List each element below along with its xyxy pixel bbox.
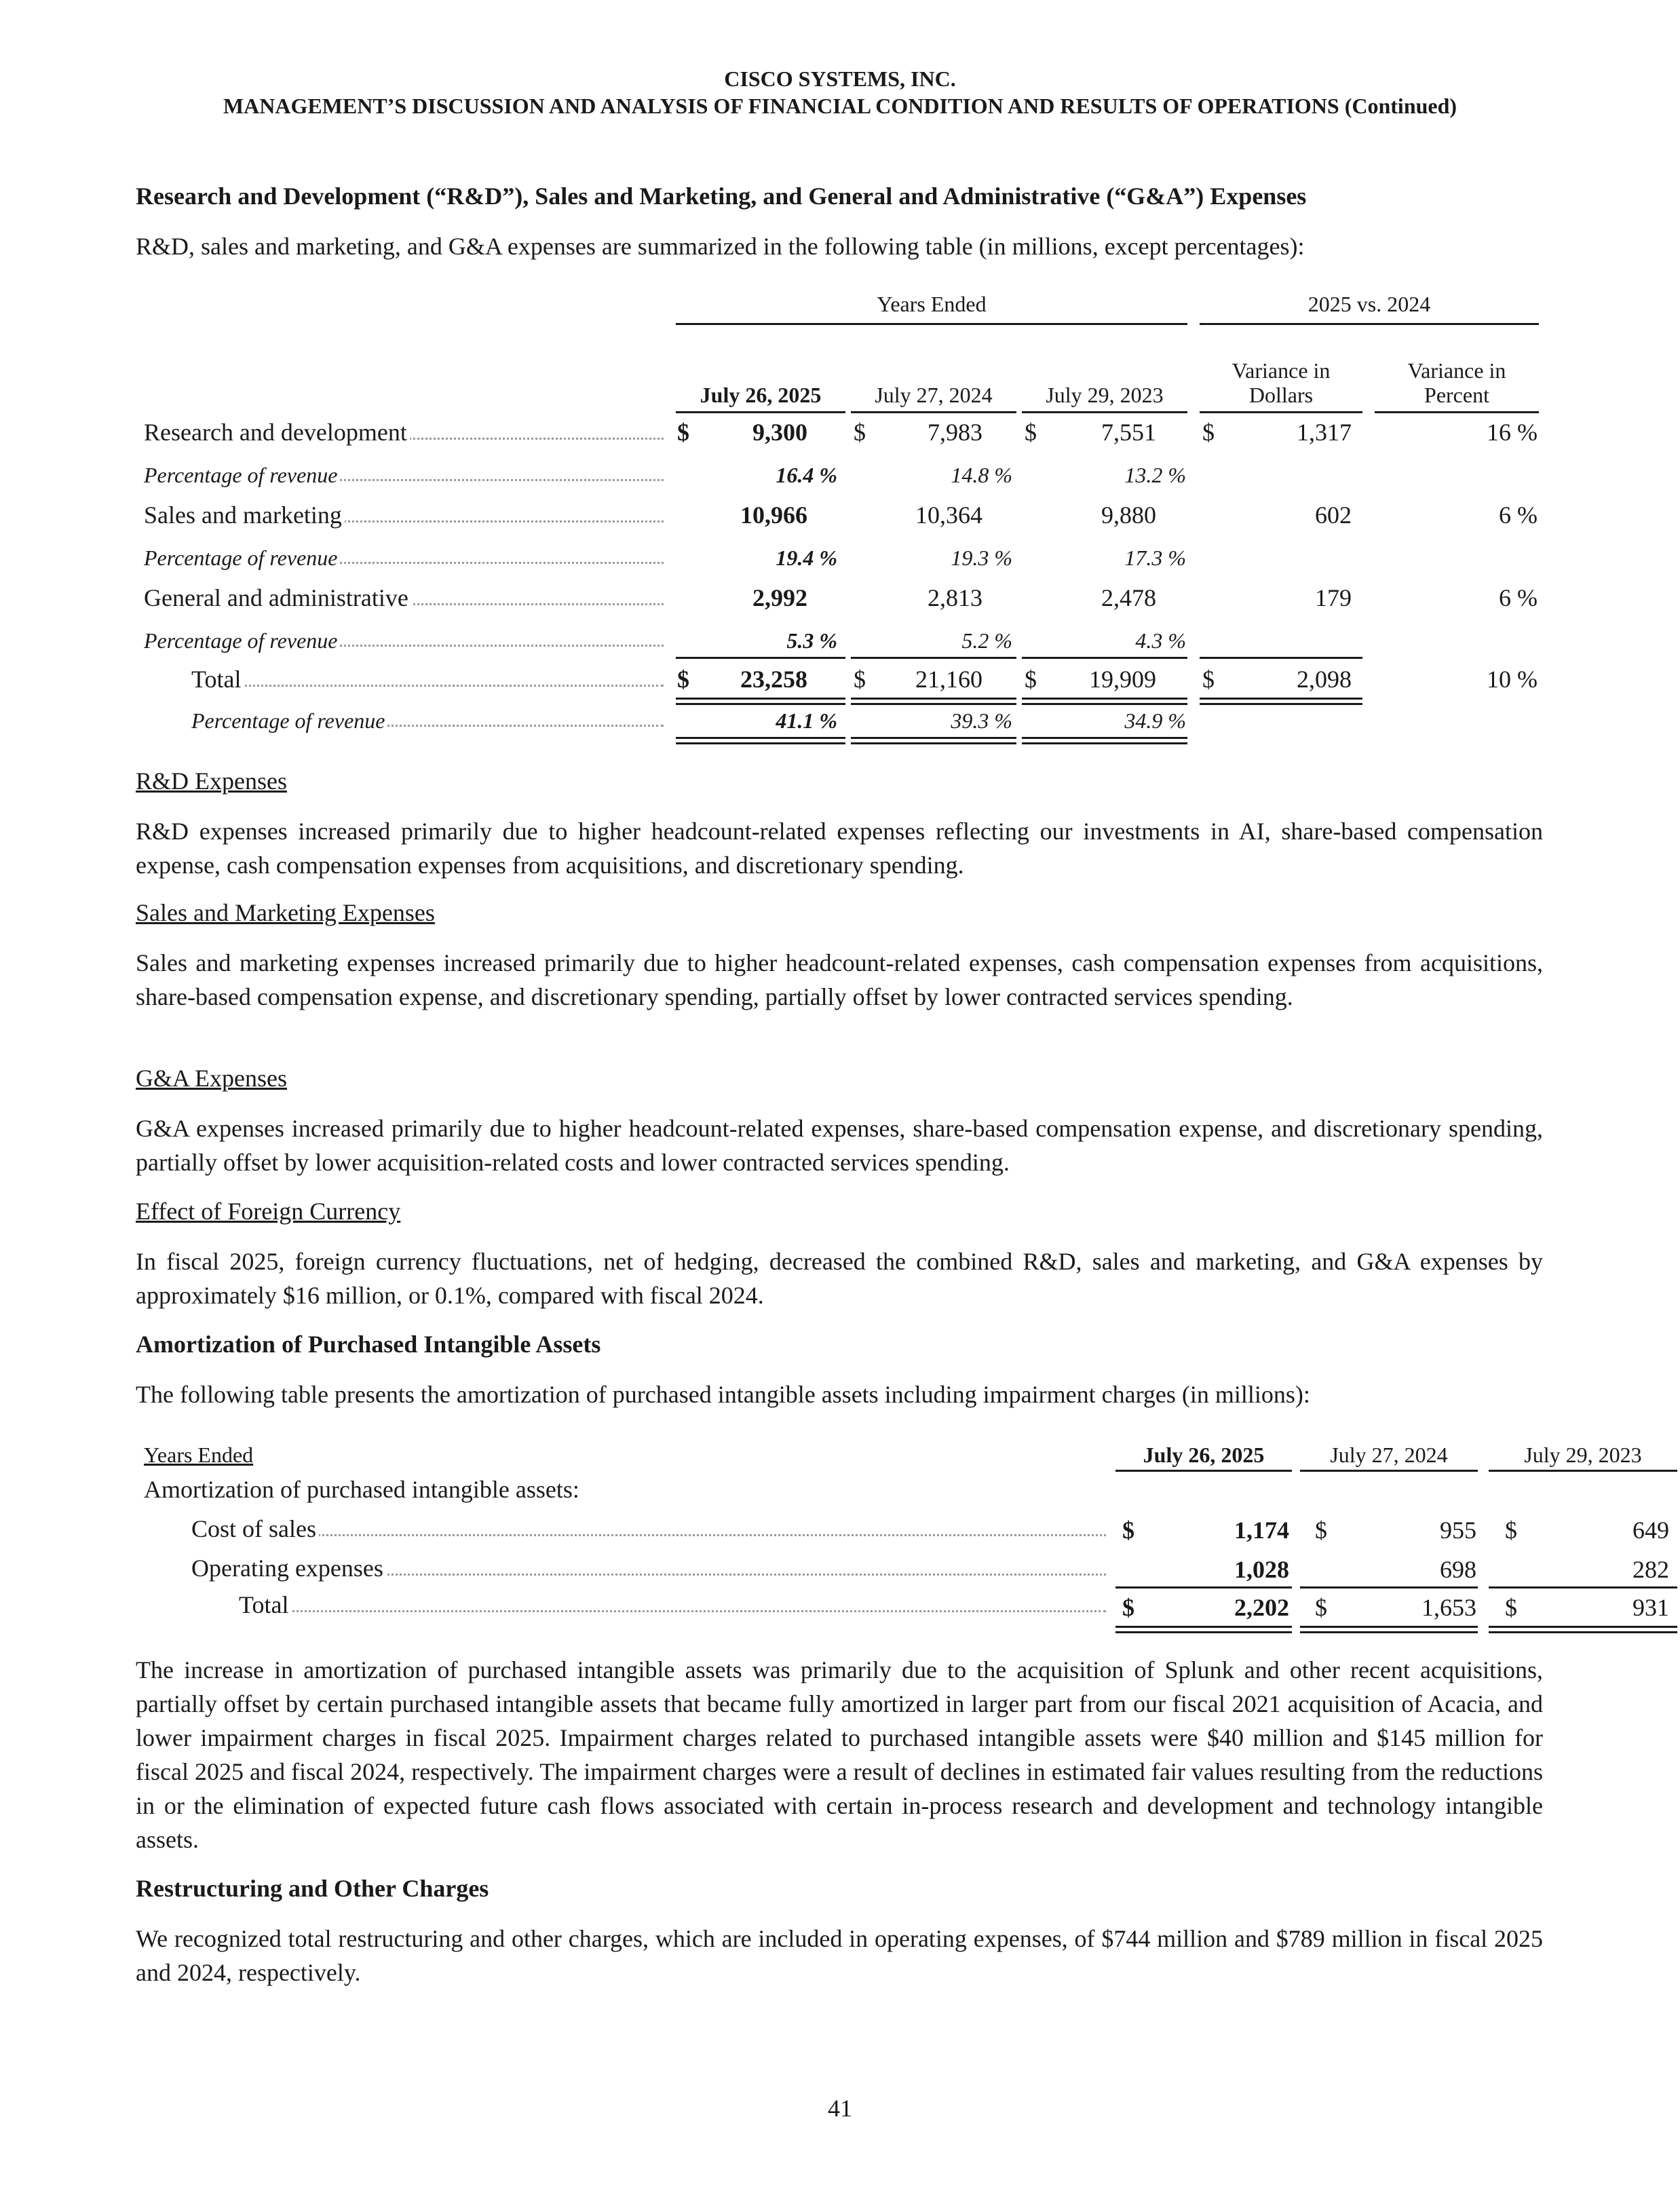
cos-2025: 1,174 <box>1234 1517 1289 1544</box>
row-label: Total <box>239 1591 1106 1619</box>
years-ended-rule <box>676 323 1187 325</box>
col-2025-rule <box>676 411 845 413</box>
total-top-rule <box>1022 657 1187 659</box>
dollar-sign: $ <box>1505 1517 1517 1544</box>
opex-2024: 698 <box>1440 1556 1476 1583</box>
t2-col-2024-header: July 27, 2024 <box>1330 1443 1448 1467</box>
dollar-sign: $ <box>1122 1594 1134 1621</box>
pct-double-rule <box>851 742 1016 744</box>
dollar-sign: $ <box>854 666 866 693</box>
rd-2025: 9,300 <box>752 419 807 446</box>
total-top-rule <box>1200 657 1362 659</box>
rd-var-dollars: 1,317 <box>1297 419 1352 446</box>
dollar-sign: $ <box>1202 419 1215 446</box>
row-label: Research and development <box>144 418 664 446</box>
restructuring-title: Restructuring and Other Charges <box>136 1875 489 1902</box>
cos-2024: 955 <box>1440 1517 1476 1544</box>
years-ended-label: Years Ended <box>144 1443 254 1467</box>
row-label: Cost of sales <box>191 1515 1106 1543</box>
ga-2024: 2,813 <box>928 584 982 611</box>
rd-pct-2024: 14.8 % <box>951 463 1012 487</box>
dollar-sign: $ <box>677 419 689 446</box>
sm-var-percent: 6 % <box>1499 501 1538 529</box>
sm-var-dollars: 602 <box>1315 501 1352 529</box>
row-label: Sales and marketing <box>144 501 664 529</box>
sm-2024: 10,364 <box>915 501 982 529</box>
fx-title: Effect of Foreign Currency <box>136 1198 401 1225</box>
t2-total-top-rule <box>1489 1586 1677 1588</box>
col-2023-rule <box>1022 411 1187 413</box>
sm-2025: 10,966 <box>740 501 807 529</box>
dollar-sign: $ <box>1025 419 1037 446</box>
pct-double-rule <box>851 737 1016 739</box>
ga-expenses-title: G&A Expenses <box>136 1065 287 1092</box>
dollar-sign: $ <box>1505 1594 1517 1621</box>
col-2023-header: July 29, 2023 <box>1046 383 1164 407</box>
opex-2023: 282 <box>1633 1556 1669 1583</box>
total-double-rule <box>1022 698 1187 700</box>
total-2024: 21,160 <box>915 666 982 693</box>
row-label: Percentage of revenue <box>144 628 664 653</box>
variance-rule <box>1200 323 1539 325</box>
t2-col-2023-rule <box>1489 1470 1677 1472</box>
total-pct-2023: 34.9 % <box>1124 708 1186 733</box>
col-2024-rule <box>851 411 1016 413</box>
t2-total-double-rule <box>1489 1631 1677 1633</box>
total-2025: 23,258 <box>740 666 807 693</box>
years-ended-header: Years Ended <box>877 292 987 316</box>
t2-col-2025-rule <box>1115 1470 1292 1472</box>
ga-pct-2024: 5.2 % <box>961 628 1012 653</box>
total-double-rule <box>1200 703 1362 705</box>
rd-expenses-title: R&D Expenses <box>136 767 287 795</box>
dollar-sign: $ <box>677 666 689 693</box>
pct-double-rule <box>676 742 845 744</box>
col-var-dollars-rule <box>1200 411 1362 413</box>
rd-section-intro: R&D, sales and marketing, and G&A expenses are summarized in the following table (in millions, except percentages): <box>136 233 1305 260</box>
sm-expenses-text: Sales and marketing expenses increased primarily due to higher headcount-related expenses, cash compensation expenses from acquisitions, share-based compensation expense, and discretionary spending, partially offset by lower contracted services spending. <box>136 949 1543 1010</box>
t2-total-double-rule <box>1489 1626 1677 1628</box>
row-label: Percentage of revenue <box>144 546 664 571</box>
col-var-percent-header: Variance in Percent <box>1407 358 1506 407</box>
sm-pct-2025: 19.4 % <box>776 546 837 570</box>
t2-total-double-rule <box>1115 1626 1292 1628</box>
total-double-rule <box>851 698 1016 700</box>
rd-section-title: Research and Development (“R&D”), Sales and Marketing, and General and Administrative (“G&A”) Expenses <box>136 183 1307 210</box>
amort-category-label: Amortization of purchased intangible assets: <box>144 1476 579 1503</box>
amort-text: The increase in amortization of purchased intangible assets was primarily due to the acquisition of Splunk and other recent acquisitions, partially offset by certain purchased intangible assets that became fully amortized in larger part from our fiscal 2021 acquisition of Acacia, and lower impairment charges in fiscal 2025. Impairment charges related to purchased intangible assets were $40 million and $145 million for fiscal 2025 and fiscal 2024, respectively. The impairment charges were a result of declines in estimated fair values resulting from the reductions in or the elimination of expected future cash flows associated with certain in-process research and development and technology intangible assets. <box>136 1656 1543 1853</box>
total-double-rule <box>1200 698 1362 700</box>
t2-total-double-rule <box>1300 1626 1478 1628</box>
total-var-dollars: 2,098 <box>1297 666 1352 693</box>
row-label: Total <box>191 665 664 693</box>
total-double-rule <box>676 698 845 700</box>
row-label: Operating expenses <box>191 1554 1106 1582</box>
total-pct-2025: 41.1 % <box>776 708 837 733</box>
row-label: Percentage of revenue <box>191 708 664 734</box>
total-2023: 19,909 <box>1089 666 1156 693</box>
ga-var-dollars: 179 <box>1315 584 1352 611</box>
fx-text: In fiscal 2025, foreign currency fluctuations, net of hedging, decreased the combined R&D, sales and marketing, and G&A expenses by approximately $16 million, or 0.1%, compared with fiscal 2024. <box>136 1248 1543 1309</box>
t2-col-2025-header: July 26, 2025 <box>1143 1443 1265 1467</box>
total-pct-2024: 39.3 % <box>951 708 1012 733</box>
ga-2023: 2,478 <box>1101 584 1156 611</box>
row-label: Percentage of revenue <box>144 463 664 488</box>
total-double-rule <box>851 703 1016 705</box>
total-double-rule <box>676 703 845 705</box>
amort-section-intro: The following table presents the amortization of purchased intangible assets including impairment charges (in millions): <box>136 1381 1310 1408</box>
sm-pct-2024: 19.3 % <box>951 546 1012 570</box>
t2-total-top-rule <box>1300 1586 1478 1588</box>
total-var-percent: 10 % <box>1487 666 1538 693</box>
expenses-table <box>136 285 1547 746</box>
rd-2024: 7,983 <box>928 419 982 446</box>
total-top-rule <box>851 657 1016 659</box>
t2-total-double-rule <box>1115 1631 1292 1633</box>
t2-total-double-rule <box>1300 1631 1478 1633</box>
dollar-sign: $ <box>1315 1517 1327 1544</box>
amort-total-2023: 931 <box>1633 1594 1669 1621</box>
col-var-percent-rule <box>1375 411 1539 413</box>
opex-2025: 1,028 <box>1234 1556 1289 1583</box>
ga-var-percent: 6 % <box>1499 584 1538 611</box>
restructuring-text: We recognized total restructuring and other charges, which are included in operating expenses, of $744 million and $789 million in fiscal 2025 and 2024, respectively. <box>136 1925 1543 1986</box>
ga-2025: 2,992 <box>752 584 807 611</box>
dollar-sign: $ <box>1025 666 1037 693</box>
page-number: 41 <box>828 2095 852 2122</box>
rd-2023: 7,551 <box>1101 419 1156 446</box>
company-name: CISCO SYSTEMS, INC. <box>724 66 956 91</box>
amortization-table <box>136 1441 1669 1645</box>
cos-2023: 649 <box>1633 1517 1669 1544</box>
col-var-dollars-header: Variance in Dollars <box>1232 358 1331 407</box>
t2-total-top-rule <box>1115 1586 1292 1588</box>
pct-double-rule <box>1022 742 1187 744</box>
dollar-sign: $ <box>854 419 866 446</box>
section-header: MANAGEMENT’S DISCUSSION AND ANALYSIS OF FINANCIAL CONDITION AND RESULTS OF OPERATIONS (Continued) <box>223 94 1457 118</box>
t2-col-2024-rule <box>1300 1470 1478 1472</box>
total-top-rule <box>676 657 845 659</box>
sm-expenses-title: Sales and Marketing Expenses <box>136 899 435 926</box>
rd-var-percent: 16 % <box>1487 419 1538 446</box>
t2-col-2023-header: July 29, 2023 <box>1524 1443 1642 1467</box>
rd-pct-2023: 13.2 % <box>1124 463 1186 487</box>
dollar-sign: $ <box>1122 1517 1134 1544</box>
amort-total-2025: 2,202 <box>1234 1594 1289 1621</box>
col-2025-header: July 26, 2025 <box>700 383 822 407</box>
sm-2023: 9,880 <box>1101 501 1156 529</box>
ga-pct-2023: 4.3 % <box>1135 628 1186 653</box>
dollar-sign: $ <box>1315 1594 1327 1621</box>
pct-double-rule <box>1022 737 1187 739</box>
total-double-rule <box>1022 703 1187 705</box>
row-label: General and administrative <box>144 584 664 612</box>
amort-section-title: Amortization of Purchased Intangible Assets <box>136 1331 601 1358</box>
col-2024-header: July 27, 2024 <box>875 383 993 407</box>
dollar-sign: $ <box>1202 666 1215 693</box>
sm-pct-2023: 17.3 % <box>1124 546 1186 570</box>
pct-double-rule <box>676 737 845 739</box>
amort-total-2024: 1,653 <box>1421 1594 1476 1621</box>
rd-pct-2025: 16.4 % <box>776 463 837 487</box>
rd-expenses-text: R&D expenses increased primarily due to higher headcount-related expenses reflecting our investments in AI, share-based compensation expense, cash compensation expenses from acquisitions, and discretionary spending. <box>136 818 1543 879</box>
variance-header: 2025 vs. 2024 <box>1307 292 1431 316</box>
ga-pct-2025: 5.3 % <box>786 628 837 653</box>
ga-expenses-text: G&A expenses increased primarily due to higher headcount-related expenses, share-based compensation expense, and discretionary spending, partially offset by lower acquisition-related costs and lower contracted services spending. <box>136 1115 1543 1176</box>
